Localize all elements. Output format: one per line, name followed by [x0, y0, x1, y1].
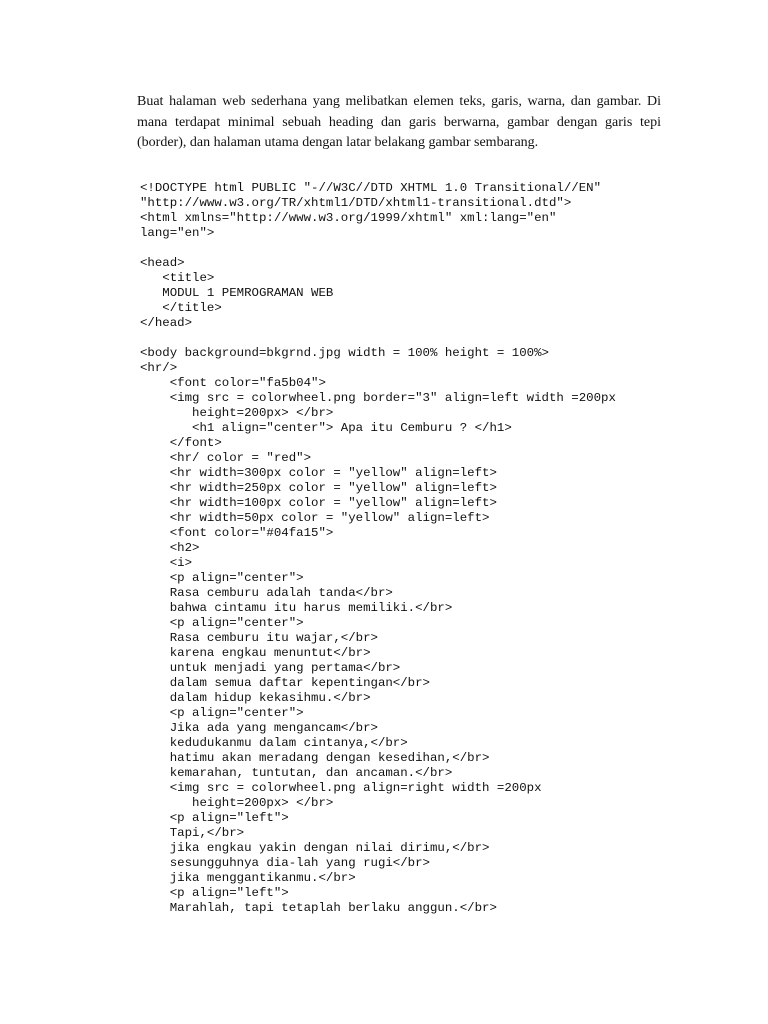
- code-line: <hr width=300px color = "yellow" align=left>: [140, 466, 497, 480]
- code-line: <hr/ color = "red">: [140, 451, 312, 465]
- code-line: <title>: [140, 271, 215, 285]
- code-line: height=200px> </br>: [140, 406, 334, 420]
- code-line: </font>: [140, 436, 222, 450]
- code-line: <hr width=50px color = "yellow" align=left>: [140, 511, 490, 525]
- code-line: <body background=bkgrnd.jpg width = 100% height = 100%>: [140, 346, 549, 360]
- code-line: <h2>: [140, 541, 200, 555]
- code-line: <font color="fa5b04">: [140, 376, 326, 390]
- code-line: hatimu akan meradang dengan kesedihan,</br>: [140, 751, 490, 765]
- code-line: <!DOCTYPE html PUBLIC "-//W3C//DTD XHTML 1.0 Transitional//EN": [140, 181, 602, 195]
- instruction-paragraph: Buat halaman web sederhana yang melibatkan elemen teks, garis, warna, dan gambar. Di mana terdapat minimal sebuah heading dan garis berwarna, gambar dengan garis tepi (border), dan halaman utama dengan latar belakang gambar sembarang.: [137, 94, 661, 150]
- code-line: <img src = colorwheel.png border="3" align=left width =200px: [140, 391, 616, 405]
- code-line: jika menggantikanmu.</br>: [140, 871, 356, 885]
- code-line: lang="en">: [140, 226, 215, 240]
- code-line: MODUL 1 PEMROGRAMAN WEB: [140, 286, 334, 300]
- code-line: kemarahan, tuntutan, dan ancaman.</br>: [140, 766, 453, 780]
- code-line: jika engkau yakin dengan nilai dirimu,</br>: [140, 841, 490, 855]
- code-line: sesungguhnya dia-lah yang rugi</br>: [140, 856, 430, 870]
- code-line: <p align="left">: [140, 811, 289, 825]
- code-line: kedudukanmu dalam cintanya,</br>: [140, 736, 408, 750]
- code-line: karena engkau menuntut</br>: [140, 646, 371, 660]
- code-line: </head>: [140, 316, 193, 330]
- code-line: Jika ada yang mengancam</br>: [140, 721, 378, 735]
- code-line: <hr width=250px color = "yellow" align=left>: [140, 481, 497, 495]
- code-line: <head>: [140, 256, 185, 270]
- code-line: bahwa cintamu itu harus memiliki.</br>: [140, 601, 453, 615]
- code-line: <hr/>: [140, 361, 178, 375]
- code-line: dalam semua daftar kepentingan</br>: [140, 676, 430, 690]
- code-line: <h1 align="center"> Apa itu Cemburu ? </h1>: [140, 421, 512, 435]
- code-line: Rasa cemburu adalah tanda</br>: [140, 586, 393, 600]
- code-line: <i>: [140, 556, 193, 570]
- code-line: Rasa cemburu itu wajar,</br>: [140, 631, 378, 645]
- code-line: "http://www.w3.org/TR/xhtml1/DTD/xhtml1-transitional.dtd">: [140, 196, 572, 210]
- code-line: Marahlah, tapi tetaplah berlaku anggun.</br>: [140, 901, 497, 915]
- code-line: <html xmlns="http://www.w3.org/1999/xhtml" xml:lang="en": [140, 211, 557, 225]
- code-line: untuk menjadi yang pertama</br>: [140, 661, 401, 675]
- code-line: <p align="left">: [140, 886, 289, 900]
- code-line: dalam hidup kekasihmu.</br>: [140, 691, 371, 705]
- code-line: <p align="center">: [140, 571, 304, 585]
- code-line: height=200px> </br>: [140, 796, 334, 810]
- code-listing: [140, 181, 616, 916]
- code-line: [140, 331, 616, 346]
- code-line: <p align="center">: [140, 706, 304, 720]
- code-line: <p align="center">: [140, 616, 304, 630]
- code-line: </title>: [140, 301, 222, 315]
- code-line: Tapi,</br>: [140, 826, 245, 840]
- code-line: <img src = colorwheel.png align=right width =200px: [140, 781, 542, 795]
- code-line: <hr width=100px color = "yellow" align=left>: [140, 496, 497, 510]
- code-line: <font color="#04fa15">: [140, 526, 334, 540]
- code-line: [140, 241, 616, 256]
